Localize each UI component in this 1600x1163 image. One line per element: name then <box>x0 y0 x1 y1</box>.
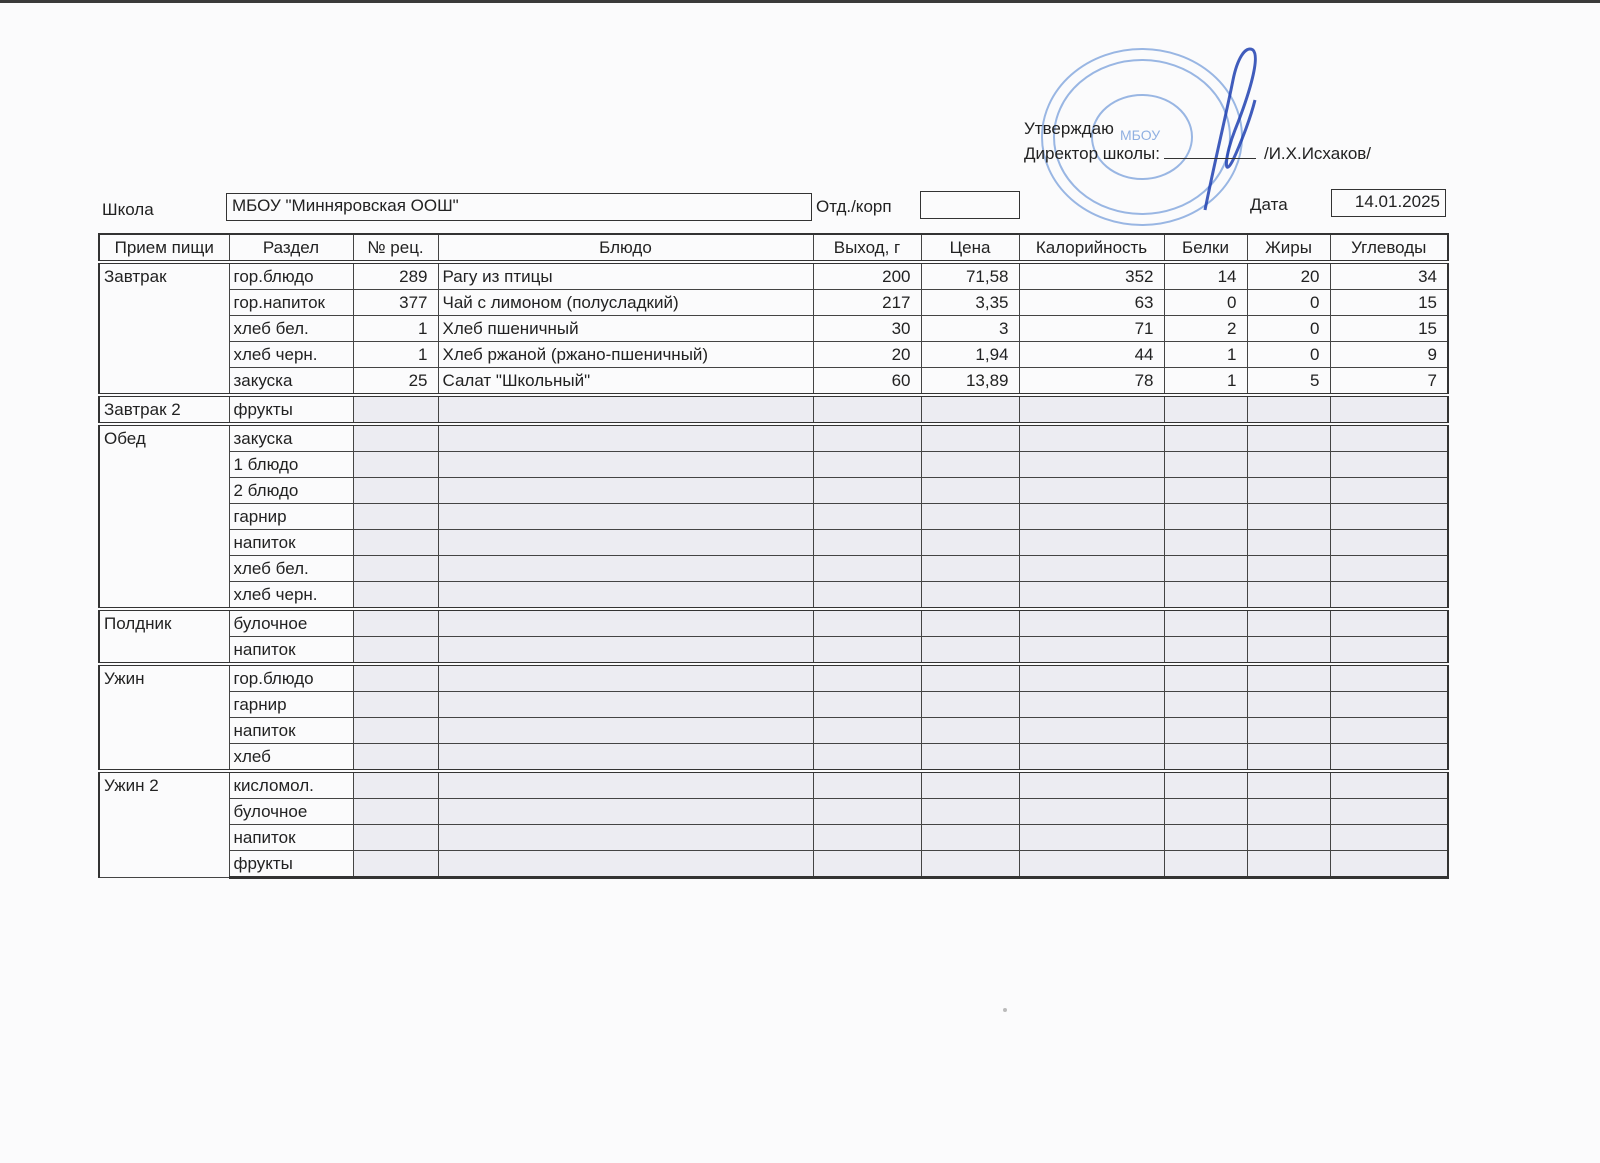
yield-cell <box>813 744 921 772</box>
recipe-cell <box>353 478 438 504</box>
calories-cell: 78 <box>1019 368 1164 396</box>
calories-cell <box>1019 825 1164 851</box>
calories-cell <box>1019 664 1164 692</box>
fat-cell <box>1247 825 1330 851</box>
yield-cell <box>813 609 921 637</box>
carbs-cell <box>1330 556 1448 582</box>
carbs-cell <box>1330 692 1448 718</box>
protein-cell <box>1164 851 1247 878</box>
table-row <box>99 664 1448 692</box>
price-cell: 1,94 <box>921 342 1019 368</box>
calories-cell <box>1019 799 1164 825</box>
price-cell <box>921 556 1019 582</box>
table-row <box>99 342 1448 368</box>
carbs-cell <box>1330 424 1448 452</box>
dish-cell <box>438 744 813 772</box>
date-field: 14.01.2025 <box>1331 189 1446 217</box>
protein-cell <box>1164 478 1247 504</box>
fat-cell <box>1247 609 1330 637</box>
table-row <box>99 825 1448 851</box>
carbs-cell <box>1330 582 1448 610</box>
calories-cell <box>1019 851 1164 878</box>
price-cell <box>921 799 1019 825</box>
fat-cell <box>1247 556 1330 582</box>
section-cell: булочное <box>229 799 353 825</box>
carbs-cell <box>1330 718 1448 744</box>
yield-cell <box>813 825 921 851</box>
col-header-protein: Белки <box>1164 234 1247 262</box>
section-cell: хлеб черн. <box>229 582 353 610</box>
price-cell <box>921 504 1019 530</box>
yield-cell <box>813 504 921 530</box>
protein-cell <box>1164 799 1247 825</box>
meal-cell: Ужин <box>99 664 229 771</box>
protein-cell <box>1164 637 1247 665</box>
dish-cell <box>438 771 813 799</box>
yield-cell <box>813 556 921 582</box>
yield-cell <box>813 799 921 825</box>
carbs-cell: 7 <box>1330 368 1448 396</box>
section-cell: закуска <box>229 368 353 396</box>
dish-cell <box>438 851 813 878</box>
dish-cell <box>438 637 813 665</box>
recipe-cell: 1 <box>353 316 438 342</box>
fat-cell <box>1247 718 1330 744</box>
protein-cell: 1 <box>1164 368 1247 396</box>
protein-cell <box>1164 718 1247 744</box>
yield-cell <box>813 771 921 799</box>
calories-cell <box>1019 452 1164 478</box>
dish-cell: Салат "Школьный" <box>438 368 813 396</box>
price-cell <box>921 664 1019 692</box>
price-cell <box>921 692 1019 718</box>
carbs-cell <box>1330 744 1448 772</box>
fat-cell <box>1247 664 1330 692</box>
approve-text: Утверждаю <box>1024 119 1114 138</box>
price-cell <box>921 825 1019 851</box>
recipe-cell <box>353 556 438 582</box>
yield-cell <box>813 718 921 744</box>
carbs-cell: 15 <box>1330 316 1448 342</box>
section-cell: гор.напиток <box>229 290 353 316</box>
table-row <box>99 478 1448 504</box>
table-row <box>99 504 1448 530</box>
table-row <box>99 744 1448 772</box>
yield-cell <box>813 851 921 878</box>
yield-cell: 20 <box>813 342 921 368</box>
fat-cell: 20 <box>1247 262 1330 290</box>
recipe-cell <box>353 424 438 452</box>
carbs-cell <box>1330 478 1448 504</box>
section-cell: фрукты <box>229 395 353 424</box>
protein-cell <box>1164 744 1247 772</box>
recipe-cell <box>353 582 438 610</box>
fat-cell <box>1247 692 1330 718</box>
recipe-cell: 377 <box>353 290 438 316</box>
dish-cell <box>438 609 813 637</box>
price-cell <box>921 530 1019 556</box>
protein-cell: 14 <box>1164 262 1247 290</box>
section-cell: закуска <box>229 424 353 452</box>
calories-cell <box>1019 609 1164 637</box>
recipe-cell: 1 <box>353 342 438 368</box>
recipe-cell <box>353 825 438 851</box>
dept-label: Отд./корп <box>816 197 892 216</box>
recipe-cell <box>353 771 438 799</box>
carbs-cell <box>1330 771 1448 799</box>
fat-cell <box>1247 395 1330 424</box>
protein-cell <box>1164 664 1247 692</box>
calories-cell <box>1019 424 1164 452</box>
school-label: Школа <box>102 200 154 219</box>
calories-cell <box>1019 556 1164 582</box>
price-cell: 3 <box>921 316 1019 342</box>
dish-cell <box>438 692 813 718</box>
calories-cell <box>1019 582 1164 610</box>
price-cell <box>921 424 1019 452</box>
recipe-cell <box>353 664 438 692</box>
table-row <box>99 395 1448 424</box>
fat-cell <box>1247 424 1330 452</box>
signature-blank <box>1164 142 1256 159</box>
dish-cell <box>438 718 813 744</box>
price-cell <box>921 582 1019 610</box>
section-cell: гарнир <box>229 692 353 718</box>
col-header-fat: Жиры <box>1247 234 1330 262</box>
yield-cell <box>813 637 921 665</box>
price-cell <box>921 718 1019 744</box>
section-cell: кисломол. <box>229 771 353 799</box>
section-cell: хлеб бел. <box>229 556 353 582</box>
section-cell: фрукты <box>229 851 353 878</box>
fat-cell <box>1247 582 1330 610</box>
table-row <box>99 799 1448 825</box>
scan-speck <box>1003 1008 1007 1012</box>
fat-cell: 5 <box>1247 368 1330 396</box>
yield-cell: 200 <box>813 262 921 290</box>
section-cell: булочное <box>229 609 353 637</box>
meal-cell: Обед <box>99 424 229 609</box>
dish-cell <box>438 452 813 478</box>
table-row <box>99 530 1448 556</box>
protein-cell <box>1164 582 1247 610</box>
calories-cell <box>1019 718 1164 744</box>
recipe-cell <box>353 395 438 424</box>
protein-cell <box>1164 556 1247 582</box>
header-row <box>99 234 1448 262</box>
yield-cell <box>813 692 921 718</box>
recipe-cell <box>353 799 438 825</box>
protein-cell <box>1164 424 1247 452</box>
protein-cell <box>1164 395 1247 424</box>
col-header-carbs: Углеводы <box>1330 234 1448 262</box>
svg-text:МБОУ: МБОУ <box>1120 127 1161 143</box>
section-cell: напиток <box>229 825 353 851</box>
table-row <box>99 452 1448 478</box>
col-header-meal: Прием пищи <box>99 234 229 262</box>
calories-cell: 63 <box>1019 290 1164 316</box>
carbs-cell <box>1330 664 1448 692</box>
dish-cell <box>438 664 813 692</box>
fat-cell <box>1247 504 1330 530</box>
dept-field <box>920 191 1020 219</box>
price-cell <box>921 452 1019 478</box>
menu-table <box>98 233 1449 879</box>
table-row <box>99 851 1448 878</box>
calories-cell <box>1019 692 1164 718</box>
col-header-section: Раздел <box>229 234 353 262</box>
protein-cell: 2 <box>1164 316 1247 342</box>
col-header-recipe: № рец. <box>353 234 438 262</box>
section-cell: напиток <box>229 718 353 744</box>
calories-cell: 44 <box>1019 342 1164 368</box>
table-row <box>99 290 1448 316</box>
protein-cell <box>1164 504 1247 530</box>
table-row <box>99 424 1448 452</box>
price-cell <box>921 395 1019 424</box>
recipe-cell <box>353 851 438 878</box>
fat-cell: 0 <box>1247 342 1330 368</box>
section-cell: хлеб бел. <box>229 316 353 342</box>
protein-cell: 1 <box>1164 342 1247 368</box>
table-row <box>99 637 1448 665</box>
yield-cell <box>813 664 921 692</box>
calories-cell <box>1019 771 1164 799</box>
table-row <box>99 368 1448 396</box>
top-border-line <box>0 0 1600 3</box>
fat-cell <box>1247 452 1330 478</box>
carbs-cell <box>1330 504 1448 530</box>
dish-cell <box>438 504 813 530</box>
yield-cell <box>813 478 921 504</box>
yield-cell <box>813 530 921 556</box>
director-name: /И.Х.Исхаков/ <box>1263 144 1372 163</box>
yield-cell: 217 <box>813 290 921 316</box>
section-cell: напиток <box>229 637 353 665</box>
fat-cell: 0 <box>1247 316 1330 342</box>
price-cell <box>921 478 1019 504</box>
carbs-cell <box>1330 530 1448 556</box>
recipe-cell <box>353 718 438 744</box>
director-line <box>1024 141 1371 166</box>
director-label: Директор школы: <box>1024 144 1160 163</box>
yield-cell <box>813 424 921 452</box>
calories-cell <box>1019 504 1164 530</box>
menu-body <box>99 262 1448 878</box>
price-cell: 13,89 <box>921 368 1019 396</box>
price-cell: 71,58 <box>921 262 1019 290</box>
protein-cell <box>1164 452 1247 478</box>
carbs-cell <box>1330 609 1448 637</box>
fat-cell <box>1247 530 1330 556</box>
school-field: МБОУ "Минняровская ООШ" <box>226 193 812 221</box>
recipe-cell <box>353 609 438 637</box>
col-header-price: Цена <box>921 234 1019 262</box>
calories-cell: 352 <box>1019 262 1164 290</box>
table-row <box>99 692 1448 718</box>
approval-block <box>1024 116 1371 166</box>
col-header-dish: Блюдо <box>438 234 813 262</box>
fat-cell <box>1247 771 1330 799</box>
carbs-cell: 15 <box>1330 290 1448 316</box>
dish-cell: Хлеб ржаной (ржано-пшеничный) <box>438 342 813 368</box>
calories-cell <box>1019 744 1164 772</box>
dish-cell: Рагу из птицы <box>438 262 813 290</box>
carbs-cell <box>1330 452 1448 478</box>
protein-cell <box>1164 692 1247 718</box>
dish-cell <box>438 478 813 504</box>
price-cell <box>921 771 1019 799</box>
meal-cell: Полдник <box>99 609 229 664</box>
recipe-cell: 25 <box>353 368 438 396</box>
carbs-cell: 34 <box>1330 262 1448 290</box>
recipe-cell <box>353 637 438 665</box>
meal-cell: Завтрак 2 <box>99 395 229 424</box>
fat-cell <box>1247 478 1330 504</box>
recipe-cell <box>353 504 438 530</box>
section-cell: гарнир <box>229 504 353 530</box>
dish-cell: Хлеб пшеничный <box>438 316 813 342</box>
recipe-cell <box>353 452 438 478</box>
section-cell: 1 блюдо <box>229 452 353 478</box>
recipe-cell <box>353 692 438 718</box>
table-row <box>99 316 1448 342</box>
meal-cell: Ужин 2 <box>99 771 229 878</box>
yield-cell <box>813 582 921 610</box>
col-header-yield: Выход, г <box>813 234 921 262</box>
section-cell: хлеб черн. <box>229 342 353 368</box>
table-row <box>99 556 1448 582</box>
carbs-cell <box>1330 799 1448 825</box>
yield-cell: 60 <box>813 368 921 396</box>
yield-cell: 30 <box>813 316 921 342</box>
table-row <box>99 262 1448 290</box>
fat-cell: 0 <box>1247 290 1330 316</box>
section-cell: напиток <box>229 530 353 556</box>
dish-cell <box>438 395 813 424</box>
table-row <box>99 718 1448 744</box>
fat-cell <box>1247 744 1330 772</box>
calories-cell: 71 <box>1019 316 1164 342</box>
carbs-cell: 9 <box>1330 342 1448 368</box>
price-cell <box>921 851 1019 878</box>
carbs-cell <box>1330 825 1448 851</box>
dish-cell <box>438 424 813 452</box>
price-cell <box>921 637 1019 665</box>
recipe-cell: 289 <box>353 262 438 290</box>
price-cell <box>921 744 1019 772</box>
dish-cell <box>438 825 813 851</box>
dish-cell: Чай с лимоном (полусладкий) <box>438 290 813 316</box>
table-row <box>99 771 1448 799</box>
fat-cell <box>1247 799 1330 825</box>
dish-cell <box>438 799 813 825</box>
protein-cell <box>1164 771 1247 799</box>
meal-cell: Завтрак <box>99 262 229 395</box>
protein-cell: 0 <box>1164 290 1247 316</box>
protein-cell <box>1164 530 1247 556</box>
calories-cell <box>1019 637 1164 665</box>
section-cell: 2 блюдо <box>229 478 353 504</box>
dish-cell <box>438 530 813 556</box>
date-label: Дата <box>1250 195 1288 214</box>
col-header-calories: Калорийность <box>1019 234 1164 262</box>
protein-cell <box>1164 609 1247 637</box>
carbs-cell <box>1330 851 1448 878</box>
fat-cell <box>1247 851 1330 878</box>
dish-cell <box>438 582 813 610</box>
protein-cell <box>1164 825 1247 851</box>
recipe-cell <box>353 530 438 556</box>
yield-cell <box>813 452 921 478</box>
section-cell: хлеб <box>229 744 353 772</box>
carbs-cell <box>1330 637 1448 665</box>
recipe-cell <box>353 744 438 772</box>
calories-cell <box>1019 478 1164 504</box>
dish-cell <box>438 556 813 582</box>
section-cell: гор.блюдо <box>229 262 353 290</box>
calories-cell <box>1019 530 1164 556</box>
calories-cell <box>1019 395 1164 424</box>
carbs-cell <box>1330 395 1448 424</box>
section-cell: гор.блюдо <box>229 664 353 692</box>
price-cell <box>921 609 1019 637</box>
table-row <box>99 582 1448 610</box>
yield-cell <box>813 395 921 424</box>
fat-cell <box>1247 637 1330 665</box>
price-cell: 3,35 <box>921 290 1019 316</box>
table-row <box>99 609 1448 637</box>
